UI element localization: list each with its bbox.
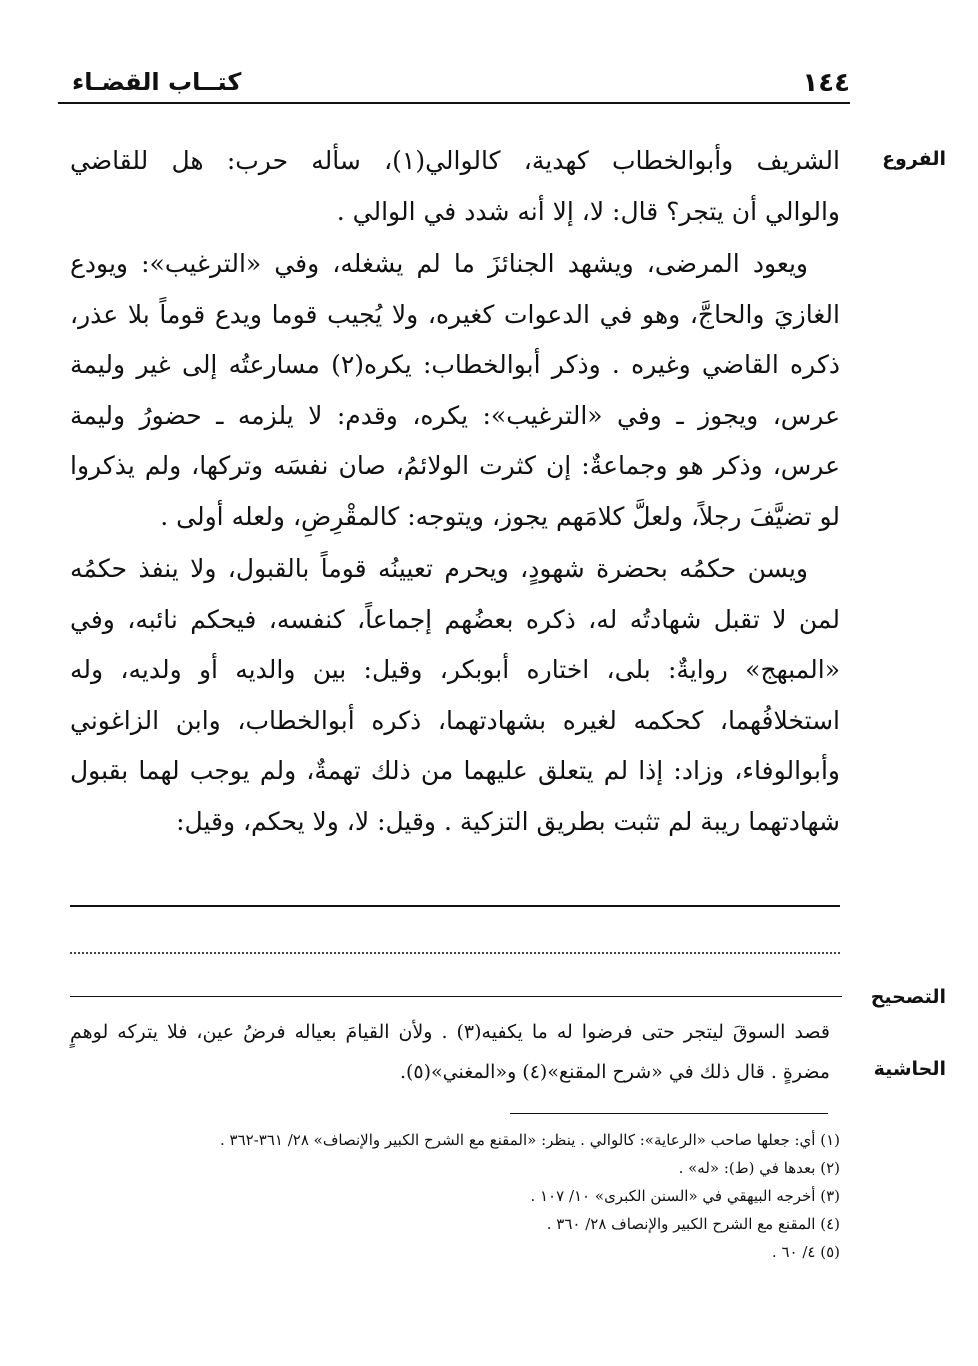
running-title: كتــاب القضـاء <box>72 68 242 96</box>
dotted-separator <box>70 952 840 954</box>
header-rule <box>58 102 850 104</box>
footnotes <box>70 1126 840 1266</box>
margin-label-hashiya: الحاشية <box>873 1058 946 1080</box>
page-header <box>58 62 850 104</box>
footnote-1: (١) أي: جعلها صاحب «الرعاية»: كالوالي . ينظر: «المقنع مع الشرح الكبير والإنصاف» ٢٨/ ٣٦١-٣٦٢ . <box>219 1131 840 1149</box>
page-number: ١٤٤ <box>802 68 850 98</box>
paragraph-1-line-2: والوالي أن يتجر؟ قال: لا، إلا أنه شدد في الوالي . <box>336 196 840 226</box>
footnote-5: (٥) ٤/ ٦٠ . <box>771 1243 840 1261</box>
paragraph-3: ويسن حكمُه بحضرة شهودٍ، ويحرم تعيينُه قوماً بالقبول، ولا ينفذ حكمُه لمن لا تقبل شهادتُه له، ذكره بعضُهم إجماعاً، كنفسه، فيحكم نائبه، وفي «المبهج» روايةٌ: بلى، اختاره أبوبكر، وقيل: بين والديه أو ولديه، وله استخلافُهما، كحكمه لغيره بشهادتهما، ذكره أبوالخطاب، وابن الزاغوني وأبوالوفاء، وزاد: إذا لم يتعلق عليهما من ذلك تهمةٌ، ولم يوجب لهما بقبول شهادتهما ريبة لم تثبت بطريق التزكية . وقيل: لا، ولا يحكم، وقيل: <box>70 554 840 836</box>
correction-rule <box>70 996 842 997</box>
paragraph-2: ويعود المرضى، ويشهد الجنائزَ ما لم يشغله، وفي «الترغيب»: ويودع الغازيَ والحاجَّ، وهو في الدعوات كغيره، ولا يُجيب قوما ويدع قوماً بلا عذر، ذكره القاضي وغيره . وذكر أبوالخطاب: يكره(٢) مسارعتُه إلى غير وليمة عرس، ويجوز ـ وفي «الترغيب»: يكره، وقدم: لا يلزمه ـ حضورُ وليمة عرس، وذكر هو وجماعةٌ: إن كثرت الولائمُ، صان نفسَه وتركها، ولم يذكروا لو تضيَّفَ رجلاً، ولعلَّ كلامَهم يجوز، ويتوجه: كالمقْرِضِ، ولعله أولى . <box>70 249 840 531</box>
correction-line-1: قصد السوقَ ليتجر حتى فرضوا له ما يكفيه(٣) . ولأن القيامَ بعياله فرضُ عين، فلا يتركه لوهمٍ <box>70 1021 830 1043</box>
correction-block <box>70 1012 830 1092</box>
footnote-4: (٤) المقنع مع الشرح الكبير والإنصاف ٢٨/ ٣٦٠ . <box>546 1215 840 1233</box>
main-bottom-rule <box>70 905 840 907</box>
footnote-rule <box>510 1113 828 1114</box>
margin-label-furu: الفروع <box>882 148 946 170</box>
footnote-3: (٣) أخرجه البيهقي في «السنن الكبرى» ١٠/ ١٠٧ . <box>530 1187 840 1205</box>
main-text <box>70 136 840 847</box>
paragraph-1-line-1: الشريف وأبوالخطاب كهدية، كالوالي(١)، سأله حرب: هل للقاضي <box>70 146 840 175</box>
correction-line-2: مضرةٍ . قال ذلك في «شرح المقنع»(٤) و«المغني»(٥). <box>399 1061 830 1083</box>
footnote-2: (٢) بعدها في (ط): «له» . <box>678 1159 840 1177</box>
margin-label-tashih: التصحيح <box>870 986 946 1008</box>
